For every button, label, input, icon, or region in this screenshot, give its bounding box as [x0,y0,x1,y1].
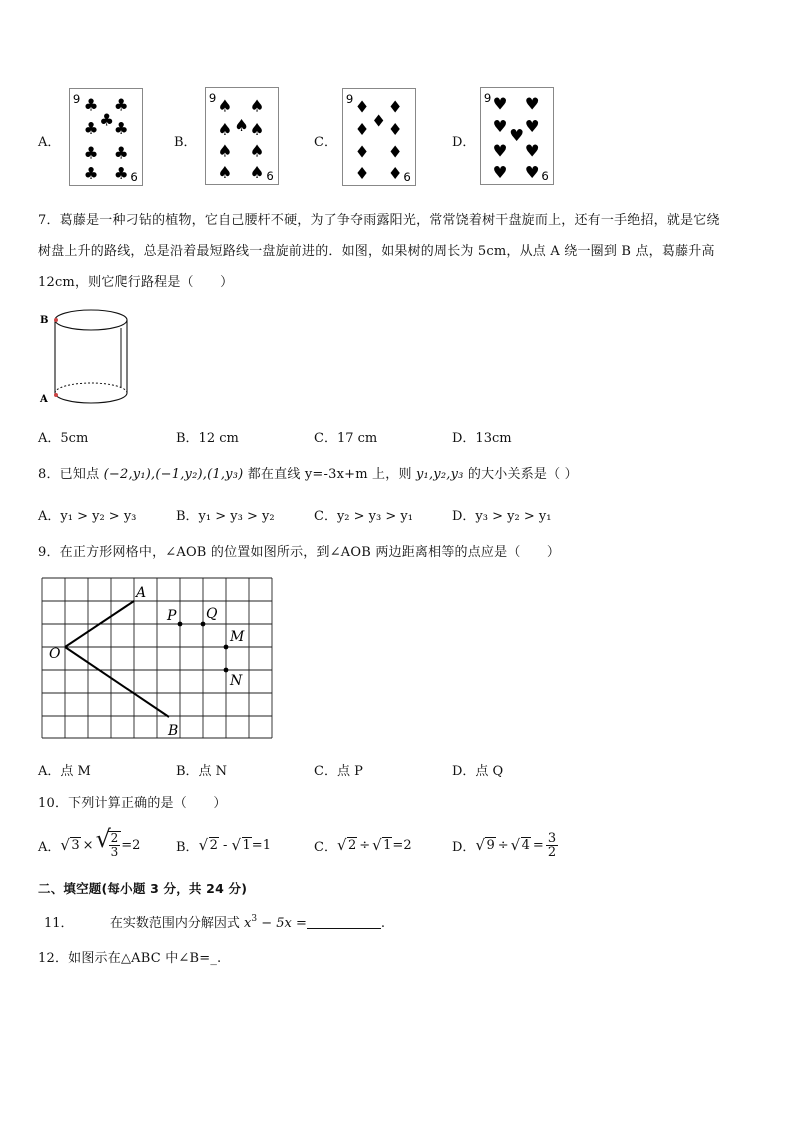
card-nine-of-spades [205,87,279,185]
svg-text:♥: ♥ [524,141,540,161]
card-nine-of-diamonds [342,88,416,186]
svg-text:♣: ♣ [83,163,99,183]
svg-text:♥: ♥ [492,94,508,114]
q11-question [44,912,385,931]
q10-d-num: 3 [547,830,557,846]
svg-text:♣: ♣ [99,110,115,130]
svg-text:♦: ♦ [371,111,387,131]
svg-text:♥: ♥ [492,141,508,161]
q8-option-a: A．y₁ > y₂ > y₃ [38,509,137,524]
q8-option-b: B．y₁ > y₃ > y₂ [176,509,275,524]
label-n: N [230,673,243,689]
svg-text:♣: ♣ [113,119,129,139]
svg-text:♥: ♥ [492,162,508,182]
q10-c-radicand1: 2 [347,837,357,853]
card-rank-flipped: 6 [541,168,549,183]
svg-text:♠: ♠ [217,162,233,182]
q10-c-op: ÷ [359,837,371,853]
label-a: A [136,585,147,601]
angle-grid-diagram [40,575,276,741]
svg-text:♥: ♥ [524,162,540,182]
card-rank-flipped: 6 [403,169,411,184]
q7-option-d: D．13cm [452,431,512,446]
q10-a-result: =2 [121,837,141,853]
q8-points: (−2,y₁),(−1,y₂),(1,y₃) [103,467,244,482]
q10-b-op: - [218,837,232,853]
svg-text:♦: ♦ [387,142,403,162]
card-rank: 9 [72,91,81,106]
section-title-fill-in: 二、填空题(每小题 3 分，共 24 分) [38,881,248,896]
svg-text:♠: ♠ [249,120,265,140]
label-q: Q [206,606,218,622]
q10-option-a: A． √ 3 × √ $\frac{2}{3}$ =2 [38,825,141,859]
svg-text:♣: ♣ [113,143,129,163]
q12-question: 12．如图示在△ABC 中∠B=_. [38,951,222,966]
q11-answer-blank[interactable] [307,916,381,929]
q10-question: 10．下列计算正确的是（ ） [38,796,227,811]
svg-text:♥: ♥ [492,117,508,137]
svg-text:♠: ♠ [217,141,233,161]
q8-suffix: 的大小关系是（ ） [467,467,578,482]
q7-option-c: C．17 cm [314,431,378,446]
svg-text:♠: ♠ [217,120,233,140]
q11-number: 11． [44,916,74,931]
svg-text:♠: ♠ [234,116,250,136]
q10-b-result: =1 [251,837,271,853]
q9-option-c: C．点 P [314,764,363,779]
q10-d-radicand1: 9 [486,837,495,853]
label-b: B [168,723,179,739]
svg-text:♣: ♣ [113,163,129,183]
q6-option-a-label: A． [38,135,61,150]
q10-option-c: C． √ 2 ÷ √ 1 =2 [314,835,412,855]
svg-text:♦: ♦ [354,120,370,140]
point-a-label: A [40,394,48,405]
q11-expr-x: x [243,916,252,931]
q11-text: 在实数范围内分解因式 [109,916,240,931]
q10-c-radicand2: 1 [383,837,392,853]
hearts-icon [481,88,553,184]
q10-d-den: 2 [547,844,557,860]
q10-d-radicand2: 4 [521,837,530,853]
q7-option-b: B．12 cm [176,431,239,446]
svg-text:♦: ♦ [387,163,403,183]
q8-question [38,463,578,482]
clubs-icon [70,89,142,185]
q9-option-b: B．点 N [176,764,228,779]
q10-option-a-label: A． [38,839,61,855]
svg-text:♣: ♣ [83,95,99,115]
point-b-label: B [40,315,49,326]
svg-text:♠: ♠ [249,96,265,116]
svg-text:♦: ♦ [387,120,403,140]
q11-end: . [380,916,385,931]
q10-b-radicand1: 2 [209,837,218,853]
svg-text:♥: ♥ [509,125,525,145]
q10-option-b: B． √ 2 - √ 1 =1 [176,835,271,855]
q10-option-d-label: D． [452,839,476,855]
card-nine-of-hearts [480,87,554,185]
q6-option-d-label: D． [452,135,476,150]
card-rank: 9 [345,91,354,106]
q7-text-line3: 12cm，则它爬行路程是（ ） [38,275,234,290]
q9-question: 9．在正方形网格中，∠AOB 的位置如图所示，到∠AOB 两边距离相等的点应是（ ） [38,545,561,560]
cylinder-diagram [38,305,138,411]
grid-lines [42,578,272,738]
card-rank-flipped: 6 [266,168,274,183]
svg-text:♠: ♠ [217,96,233,116]
q11-expr-rest: − 5x = [257,916,307,931]
card-rank: 9 [483,90,492,105]
q6-option-c-label: C． [314,135,337,150]
label-m: M [230,629,245,645]
card-rank: 9 [208,90,217,105]
svg-text:♣: ♣ [113,95,129,115]
svg-text:♣: ♣ [83,119,99,139]
q10-a-num: 2 [110,831,119,845]
q10-a-den: 3 [110,845,119,859]
svg-text:♦: ♦ [354,142,370,162]
q6-option-b-label: B． [174,135,197,150]
q10-option-d: D． √ 9 ÷ √ 4 = $\frac{3}{2}$ [452,830,557,860]
q10-d-op: ÷ [497,837,509,853]
q10-option-b-label: B． [176,839,199,855]
svg-text:♥: ♥ [524,94,540,114]
diamonds-icon [343,89,415,185]
q8-vars: y₁,y₂,y₃ [416,467,464,482]
q11-expr-exp: 3 [251,914,258,924]
q8-option-d: D．y₃ > y₂ > y₁ [452,509,552,524]
label-o: O [49,646,61,662]
q10-b-radicand2: 1 [242,837,251,853]
svg-text:♣: ♣ [83,143,99,163]
q9-option-a: A．点 M [38,764,91,779]
svg-text:♠: ♠ [249,141,265,161]
svg-text:♠: ♠ [249,162,265,182]
label-p: P [167,608,177,624]
q10-c-result: =2 [392,837,412,853]
svg-text:♦: ♦ [354,163,370,183]
svg-text:♦: ♦ [387,97,403,117]
q7-text-line1: 7．葛藤是一种刁钻的植物，它自己腰杆不硬，为了争夺雨露阳光，常常饶着树干盘旋而上，还有一手绝招，就是它绕 [38,213,720,228]
q8-middle: 都在直线 y=-3x+m 上，则 [247,467,412,482]
card-rank-flipped: 6 [130,169,138,184]
q7-text-line2: 树盘上升的路线，总是沿着最短路线一盘旋前进的．如图，如果树的周长为 5cm，从点 A 绕一圈到 B 点，葛藤升高 [38,244,715,259]
q7-option-a: A．5cm [38,431,89,446]
card-nine-of-clubs [69,88,143,186]
spades-icon [206,88,278,184]
q10-a-radicand: 3 [71,837,80,853]
q10-option-c-label: C． [314,839,337,855]
q8-prefix: 8．已知点 [38,467,100,482]
svg-text:♥: ♥ [524,117,540,137]
q8-option-c: C．y₂ > y₃ > y₁ [314,509,413,524]
svg-text:♦: ♦ [354,97,370,117]
q9-option-d: D．点 Q [452,764,504,779]
